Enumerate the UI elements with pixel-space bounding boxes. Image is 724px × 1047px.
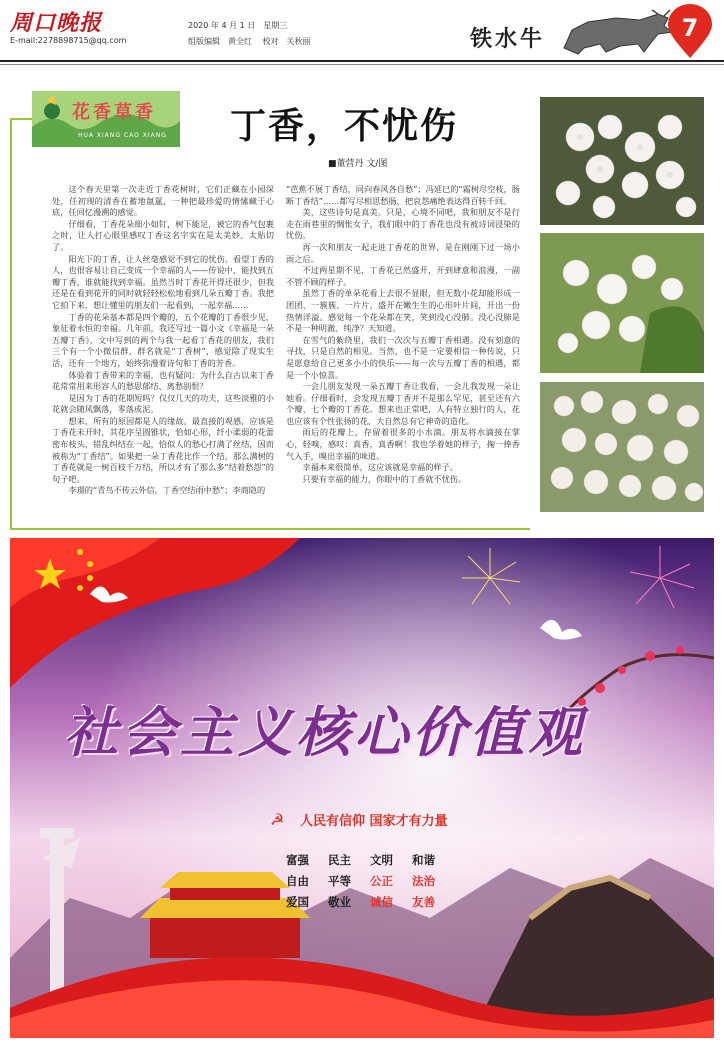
core-value: 文明 (370, 853, 393, 867)
core-value: 敬业 (328, 895, 351, 909)
contact-email: E-mail:2278898715@qq.com (10, 36, 127, 45)
lilac-photo-1 (540, 97, 704, 225)
core-values-poster (10, 538, 714, 1038)
column-logo-subtitle: HUA XIANG CAO XIANG (78, 132, 167, 139)
paragraph: 雨后的花瓣上，存留着很多的小水滴。朋友将水滴接在掌心，轻嗅，感叹：真香，真香啊！我也学着她的样子，掬一捧香气入手，嗅出幸福的味道。 (286, 427, 520, 461)
page-number-badge (664, 4, 716, 60)
layout-editor: 组版编辑 黄全红 (188, 37, 252, 46)
paragraph: 想来，所有的原因都是人的缘故。最直接的观感，应该是丁香花未开时，其花序呈圆锥状，恰如心形，纤小柔弱的花蕾密布枝头，错乱纠结在一起，恰似人的愁心打满了丝结，因而被称为“丁香结”。如果把一朵丁香花比作一个结，那么满树的丁香花就是一树百枝千万结，所以才有了那么多“结着愁怨”的句子吧。 (52, 415, 274, 484)
paragraph: 在雪气的紫绕里，我们一次次与五瓣丁香相遇。没有刻意的寻找，只是自然的相见。当然，也不是一定要相信一种传说，只是愿意给自己更多小小的快乐——每一次与五瓣丁香的相遇，都是一个小惊喜。 (286, 334, 520, 380)
poster-title: 社会主义核心价值观 (64, 700, 586, 764)
lilac-photo-2 (540, 233, 704, 373)
core-value: 民主 (328, 853, 351, 867)
section-title: 铁水牛 (470, 26, 546, 52)
article-byline: ■董营丹 文/图 (328, 159, 388, 169)
lilac-photo-3 (540, 382, 704, 512)
party-emblem-icon: ☭ (270, 810, 285, 829)
header-rule (0, 60, 724, 62)
paragraph: 是因为丁香的花期短吗？仅仅几天的功夫，这些淡雅的小花就会随风飘落，零落成泥。 (52, 392, 274, 415)
core-value: 爱国 (286, 895, 309, 909)
editor-credits (188, 36, 319, 47)
paragraph: 幸福本来很简单，这应该就是幸福的样子。 (302, 462, 458, 473)
proofreader: 校对 关秋丽 (262, 37, 311, 46)
paragraph: 虽然丁香的单朵花看上去很不显眼，但无数小花却能形成一团团、一簇簇、一片片，盛开在嫩生生的心形叶片间，开出一份热情洋溢。感觉每一个花朵都在笑，笑到没心没肺。没心没肺是不是一种明澈、纯净？天知道。 (286, 288, 520, 334)
paragraph: 仔细看，丁香花朵细小如钉，树下能足，被它的香气包裹之时，让人打心眼里感叹丁香这名字实在是太美妙、太贴切了。 (52, 218, 274, 252)
paragraph: 这个春天里第一次走近丁香花树时，它们正藏在小园深处，任初现的清香在蓄地氤氲，一种把最珍爱的情愫藏于心底，任回忆漫溯的感觉。 (52, 184, 274, 218)
core-value: 自由 (286, 874, 309, 888)
page-number: 7 (681, 14, 699, 42)
paragraph: 丁香的花朵基本都是四个瓣的，五个花瓣的丁香很少见，象征着永恒的幸福。几年前，我还写过一篇小文《幸福是一朵五瓣丁香》，文中写到的两个与我一起看丁香花的朋友，我们三个有一个小微信群，群名就是“丁香树”，感觉除了现实生活，还有一个地方，始终弥漫着诗句和丁香的芳香。 (52, 311, 274, 368)
core-value: 和谐 (412, 853, 435, 867)
newspaper-masthead: 周口晚报 (10, 10, 103, 36)
core-value: 友善 (412, 895, 435, 909)
paragraph: 不过两星期不见，丁香花已然盛开，开到肆意和浪漫，一副不管不顾的样子。 (286, 265, 520, 287)
paragraph: 李璟的“青鸟不传云外信，丁香空结雨中愁”；李商隐的 (68, 485, 266, 496)
paragraph: 阳光下的丁香，让人丝毫感觉不到它的忧伤。看望丁香的人，也很容易让自己变成一个幸福的人——传说中，能找到五瓣丁香，谁就能找到幸福。虽然当时丁香花开得还很少，但我还是在看到花开的同时就轻轻松松地看到几朵五瓣丁香。我把它拍下来，想让懂里的朋友们一起看到，一起幸福…… (52, 253, 274, 310)
core-value: 法治 (412, 874, 435, 888)
paragraph: 美，这些诗句是真美。只是，心境不同吧，我和朋友不是行走在雨巷里的惆怅女子，我们眼中的丁香花也没有被诗词浸染的忧伤。 (286, 207, 520, 241)
paragraph: 一会儿朋友发现一朵五瓣丁香让我看，一会儿我发现一朵让她看。仔细看时，会发现五瓣丁香并不是那么罕见，甚至还有六个瓣、七个瓣的丁香花。想来也正常吧，人有特立独行的人，花也应该有个性张扬的花，大自然总有它神奇的造化。 (286, 381, 520, 426)
core-value: 富强 (286, 853, 309, 867)
paragraph: 再一次和朋友一起走进丁香花的世界，是在刚刚下过一场小雨之后。 (286, 241, 520, 264)
article-column-2 (286, 184, 520, 524)
poster-slogan: 人民有信仰 国家才有力量 (300, 814, 448, 829)
core-value: 公正 (370, 874, 393, 888)
article-column-1 (52, 184, 274, 524)
article-frame-bottom (10, 528, 530, 530)
core-value: 诚信 (370, 895, 393, 909)
iron-bull-logo (560, 8, 680, 56)
paragraph: “芭蕉不展丁香结，同向春风各自愁”；冯延巳的“霜树尽空枝，肠断丁香结”……都写尽相思愁肠，把哀怨痛绝表达得百转千回。 (286, 184, 520, 206)
column-logo-title: 花香草香 (72, 102, 156, 123)
paragraph: 体验着丁香带来的幸福，也有疑问：为什么自古以来丁香花常常用来形容人的愁思郁结、离愁别恨？ (52, 369, 274, 392)
article-title: 丁香，不忧伤 (230, 105, 459, 147)
article-frame-top (10, 118, 32, 120)
core-value: 平等 (328, 874, 351, 888)
header-rule-thin (0, 64, 724, 65)
issue-date: 2020 年 4 月 1 日 星期三 (188, 21, 288, 30)
paragraph: 只要有幸福的能力，你眼中的丁香就不忧伤。 (302, 473, 467, 484)
article-frame-left (10, 118, 12, 530)
